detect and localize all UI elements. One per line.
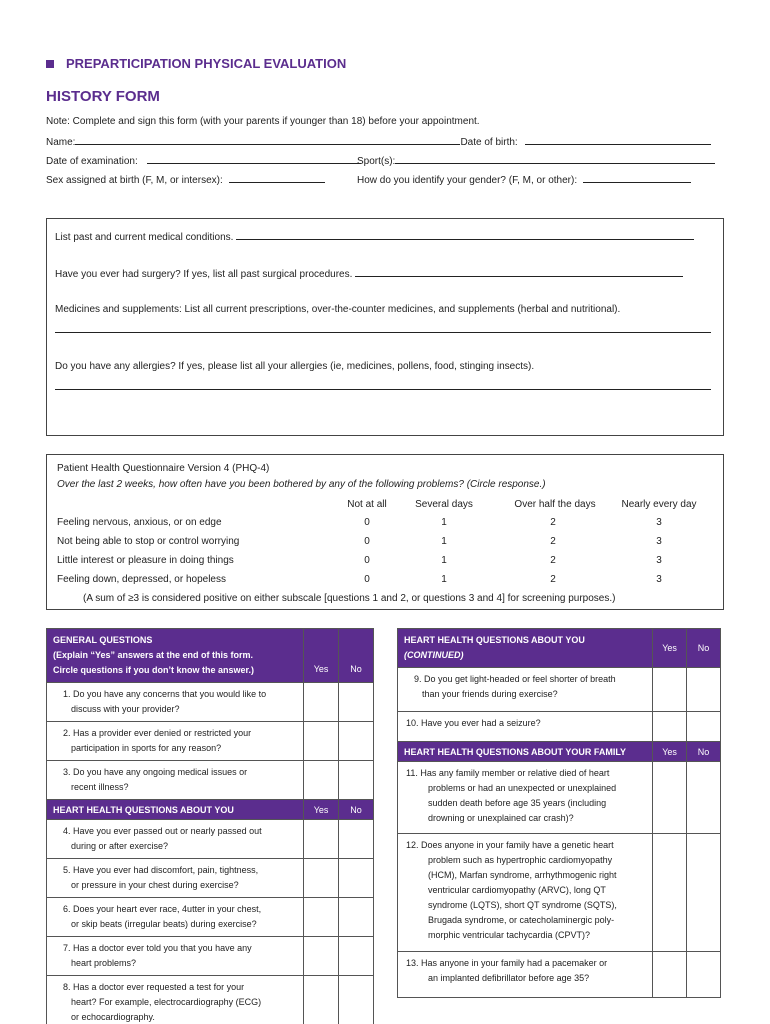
phq-value[interactable]: 3 [656, 574, 662, 585]
yes-checkbox[interactable] [653, 762, 687, 834]
dob-field[interactable] [525, 134, 711, 145]
question-6: 6. Does your heart ever race, 4utter in your chest, or skip beats (irregular beats) during exercise? [47, 898, 304, 937]
no-checkbox[interactable] [339, 898, 374, 937]
col-nearly-every: Nearly every day [621, 499, 697, 510]
exam-row [46, 153, 361, 167]
no-checkbox[interactable] [687, 712, 721, 742]
phq-subtitle: Over the last 2 weeks, how often have you been bothered by any of the following problems? (Circle response.) [57, 479, 546, 490]
question-9: 9. Do you get light-headed or feel shorter of breath than your friends during exercise? [398, 668, 653, 712]
question-4: 4. Have you ever passed out or nearly passed out during or after exercise? [47, 820, 304, 859]
gender-label: How do you identify your gender? (F, M, or other): [357, 175, 578, 186]
question-12: 12. Does anyone in your family have a genetic heart problem such as hypertrophic cardiomyopathy (HCM), Marfan syndrome, arrhythmogenic right ventricular cardiomyopathy (ARVC), long QT syndrome (LQTS), short QT syndrome (SQTS), Brugada syndrome, or catecholaminergic poly- morphic ventricular tachycardia (CPVT)? [398, 834, 653, 952]
yes-header: Yes [653, 629, 687, 668]
phq-value[interactable]: 3 [656, 555, 662, 566]
sex-label: Sex assigned at birth (F, M, or intersex): [46, 175, 223, 186]
allergies-field[interactable] [55, 389, 711, 390]
no-header: No [687, 629, 721, 668]
no-checkbox[interactable] [339, 976, 374, 1024]
phq-value[interactable]: 3 [656, 536, 662, 547]
exam-label: Date of examination: [46, 156, 138, 167]
col-over-half: Over half the days [514, 499, 596, 510]
phq-value[interactable]: 1 [441, 574, 447, 585]
phq-value[interactable]: 0 [364, 574, 370, 585]
yes-checkbox[interactable] [304, 976, 339, 1024]
phq-note: (A sum of ≥3 is considered positive on either subscale [questions 1 and 2, or questions 3 and 4] for screening purposes.) [83, 593, 616, 604]
phq-row-label: Feeling down, depressed, or hopeless [57, 574, 226, 585]
sex-row [46, 172, 325, 186]
name-label: Name: [46, 137, 76, 148]
sport-label: Sport(s): [357, 156, 396, 167]
no-checkbox[interactable] [339, 820, 374, 859]
yes-checkbox[interactable] [304, 820, 339, 859]
phq-value[interactable]: 1 [441, 536, 447, 547]
question-7: 7. Has a doctor ever told you that you have any heart problems? [47, 937, 304, 976]
no-checkbox[interactable] [687, 952, 721, 998]
form-note: Note: Complete and sign this form (with your parents if younger than 18) before your appointment. [46, 116, 480, 127]
yes-checkbox[interactable] [653, 834, 687, 952]
phq-value[interactable]: 2 [550, 536, 556, 547]
medicines-field[interactable] [55, 332, 711, 333]
question-10: 10. Have you ever had a seizure? [398, 712, 653, 742]
question-8: 8. Has a doctor ever requested a test for your heart? For example, electrocardiography (ECG) or echocardiography. [47, 976, 304, 1024]
yes-checkbox[interactable] [304, 683, 339, 722]
form-header: PREPARTICIPATION PHYSICAL EVALUATION [46, 56, 346, 71]
yes-header: Yes [304, 800, 339, 820]
phq-title: Patient Health Questionnaire Version 4 (PHQ-4) [57, 463, 270, 474]
medical-history-box [46, 218, 724, 436]
family-header: HEART HEALTH QUESTIONS ABOUT YOUR FAMILY [398, 742, 653, 762]
yes-checkbox[interactable] [304, 722, 339, 761]
phq-value[interactable]: 2 [550, 574, 556, 585]
question-5: 5. Have you ever had discomfort, pain, tightness, or pressure in your chest during exercise? [47, 859, 304, 898]
phq-value[interactable]: 1 [441, 555, 447, 566]
question-1: 1. Do you have any concerns that you would like to discuss with your provider? [47, 683, 304, 722]
no-checkbox[interactable] [687, 834, 721, 952]
general-questions-table [46, 628, 374, 1024]
exam-field[interactable] [147, 153, 361, 164]
phq-value[interactable]: 3 [656, 517, 662, 528]
col-several-days: Several days [415, 499, 473, 510]
no-header: No [339, 629, 374, 683]
no-header: No [687, 742, 721, 762]
phq-row-label: Not being able to stop or control worrying [57, 536, 240, 547]
no-header: No [339, 800, 374, 820]
sex-field[interactable] [229, 172, 325, 183]
yes-checkbox[interactable] [653, 952, 687, 998]
yes-header: Yes [653, 742, 687, 762]
name-field[interactable] [75, 134, 460, 145]
phq-value[interactable]: 0 [364, 555, 370, 566]
form-title: HISTORY FORM [46, 88, 160, 105]
phq-row-label: Little interest or pleasure in doing things [57, 555, 234, 566]
dob-label: Date of birth: [460, 137, 518, 148]
yes-checkbox[interactable] [304, 898, 339, 937]
no-checkbox[interactable] [687, 668, 721, 712]
phq-value[interactable]: 0 [364, 517, 370, 528]
yes-checkbox[interactable] [653, 712, 687, 742]
yes-checkbox[interactable] [304, 761, 339, 800]
general-header: GENERAL QUESTIONS (Explain “Yes” answers at the end of this form. Circle questions if you don’t know the answer.) [47, 629, 304, 683]
yes-checkbox[interactable] [304, 937, 339, 976]
phq4-box [46, 454, 724, 610]
surgery-question: Have you ever had surgery? If yes, list all past surgical procedures. [55, 266, 683, 280]
no-checkbox[interactable] [339, 937, 374, 976]
surgery-field[interactable] [355, 266, 683, 277]
gender-row [357, 172, 691, 186]
no-checkbox[interactable] [687, 762, 721, 834]
phq-value[interactable]: 1 [441, 517, 447, 528]
phq-value[interactable]: 2 [550, 555, 556, 566]
family-questions-table [397, 628, 721, 998]
col-not-at-all: Not at all [347, 499, 387, 510]
question-11: 11. Has any family member or relative died of heart problems or had an unexpected or unexplained sudden death before age 35 years (including drowning or unexplained car crash)? [398, 762, 653, 834]
no-checkbox[interactable] [339, 859, 374, 898]
phq-value[interactable]: 2 [550, 517, 556, 528]
yes-header: Yes [304, 629, 339, 683]
question-13: 13. Has anyone in your family had a pacemaker or an implanted defibrillator before age 35? [398, 952, 653, 998]
name-row [46, 134, 711, 148]
no-checkbox[interactable] [339, 683, 374, 722]
sport-row [357, 153, 715, 167]
yes-checkbox[interactable] [304, 859, 339, 898]
no-checkbox[interactable] [339, 722, 374, 761]
yes-checkbox[interactable] [653, 668, 687, 712]
gender-field[interactable] [583, 172, 691, 183]
phq-value[interactable]: 0 [364, 536, 370, 547]
no-checkbox[interactable] [339, 761, 374, 800]
conditions-question: List past and current medical conditions. [55, 229, 694, 243]
phq-row-label: Feeling nervous, anxious, or on edge [57, 517, 222, 528]
conditions-field[interactable] [236, 229, 694, 240]
question-3: 3. Do you have any ongoing medical issues or recent illness? [47, 761, 304, 800]
heart-header: HEART HEALTH QUESTIONS ABOUT YOU [47, 800, 304, 820]
square-icon [46, 60, 54, 68]
medicines-question: Medicines and supplements: List all current prescriptions, over-the-counter medicines, and supplements (herbal and nutritional). [55, 304, 621, 315]
sport-field[interactable] [395, 153, 715, 164]
allergies-question: Do you have any allergies? If yes, please list all your allergies (ie, medicines, pollens, food, stinging insects). [55, 361, 535, 372]
continued-header: HEART HEALTH QUESTIONS ABOUT YOU (CONTINUED) [398, 629, 653, 668]
question-2: 2. Has a provider ever denied or restricted your participation in sports for any reason? [47, 722, 304, 761]
